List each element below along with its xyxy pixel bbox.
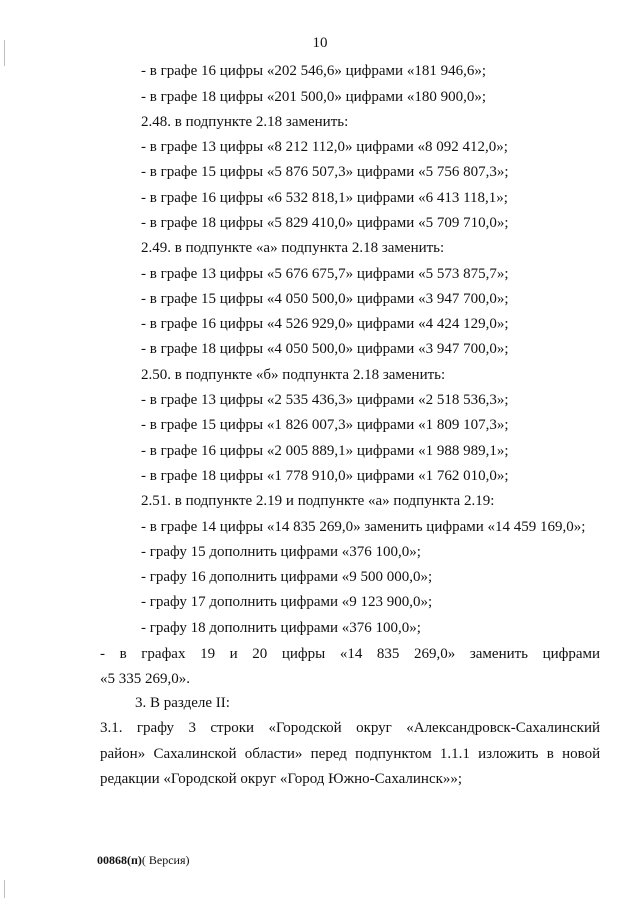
amendment-line: - графу 17 дополнить цифрами «9 123 900,0»; [141,594,433,610]
word: новой [562,746,601,762]
paragraph-3-1-line-2 [100,745,600,763]
amendment-line: - в графе 18 цифры «4 050 500,0» цифрами «3 947 700,0»; [141,341,509,357]
word: 1.1.1 [439,746,470,762]
amendment-line: - в графе 13 цифры «8 212 112,0» цифрами «8 092 412,0»; [141,139,508,155]
page-number: 10 [312,35,328,51]
amendment-line: 2.50. в подпункте «б» подпункта 2.18 заменить: [141,367,446,383]
word: округ [356,720,392,736]
amendment-line: - в графе 16 цифры «6 532 818,1» цифрами «6 413 118,1»; [141,190,508,206]
section-heading: 3. В разделе II: [135,695,230,711]
word: области» [244,746,303,762]
word: 3.1. [100,720,123,736]
amendment-line: - графу 15 дополнить цифрами «376 100,0»; [141,544,421,560]
word: графу [136,720,175,736]
word: подпунктом [355,746,432,762]
amendment-line: 2.48. в подпункте 2.18 заменить: [141,114,349,130]
word: и [229,646,238,662]
word: в [119,646,127,662]
paragraph-columns-19-20-end: «5 335 269,0». [100,671,190,687]
word: 3 [188,720,196,736]
word: 19 [200,646,216,662]
amendment-line: - графу 16 дополнить цифрами «9 500 000,0»; [141,569,433,585]
amendment-line: - в графе 13 цифры «2 535 436,3» цифрами «2 518 536,3»; [141,392,509,408]
word: перед [310,746,347,762]
amendment-line: - в графе 14 цифры «14 835 269,0» заменить цифрами «14 459 169,0»; [141,519,586,535]
word: район» [100,746,146,762]
paragraph-3-1-line-1 [100,719,600,737]
word: «Городской [268,720,342,736]
amendment-line: - в графе 15 цифры «5 876 507,3» цифрами «5 756 807,3»; [141,164,509,180]
amendment-line: - в графе 16 цифры «4 526 929,0» цифрами «4 424 129,0»; [141,316,509,332]
word: - [100,646,105,662]
amendment-line: - в графе 15 цифры «4 050 500,0» цифрами «3 947 700,0»; [141,291,509,307]
word: «14 835 269,0» [339,646,456,662]
amendment-line: - в графе 18 цифры «5 829 410,0» цифрами «5 709 710,0»; [141,215,509,231]
word: изложить [478,746,539,762]
paragraph-columns-19-20 [100,645,600,663]
word: цифрами [542,646,601,662]
document-code: 00868(п) [97,853,142,867]
amendment-line: - в графе 18 цифры «201 500,0» цифрами «180 900,0»; [141,89,486,105]
document-version: ( Версия) [141,853,190,867]
document-footer [97,853,190,868]
amendment-line: - в графе 16 цифры «202 546,6» цифрами «181 946,6»; [141,63,486,79]
paragraph-3-1-end: редакции «Городской округ «Город Южно-Сахалинск»»; [100,771,463,787]
amendment-line: - графу 18 дополнить цифрами «376 100,0»; [141,620,421,636]
word: 20 [252,646,268,662]
word: строки [210,720,255,736]
word: Сахалинской [153,746,237,762]
amendment-line: - в графе 18 цифры «1 778 910,0» цифрами «1 762 010,0»; [141,468,509,484]
amendment-line: 2.51. в подпункте 2.19 и подпункте «а» подпункта 2.19: [141,493,495,509]
amendment-line: - в графе 13 цифры «5 676 675,7» цифрами «5 573 875,7»; [141,266,509,282]
word: в [546,746,554,762]
left-edge-mark [4,880,5,898]
word: графах [141,646,186,662]
word: «Александровск-Сахалинский [406,720,601,736]
amendment-line: - в графе 16 цифры «2 005 889,1» цифрами «1 988 989,1»; [141,443,509,459]
amendment-line: - в графе 15 цифры «1 826 007,3» цифрами «1 809 107,3»; [141,417,509,433]
word: цифры [281,646,326,662]
amendment-line: 2.49. в подпункте «а» подпункта 2.18 заменить: [141,240,445,256]
word: заменить [469,646,529,662]
